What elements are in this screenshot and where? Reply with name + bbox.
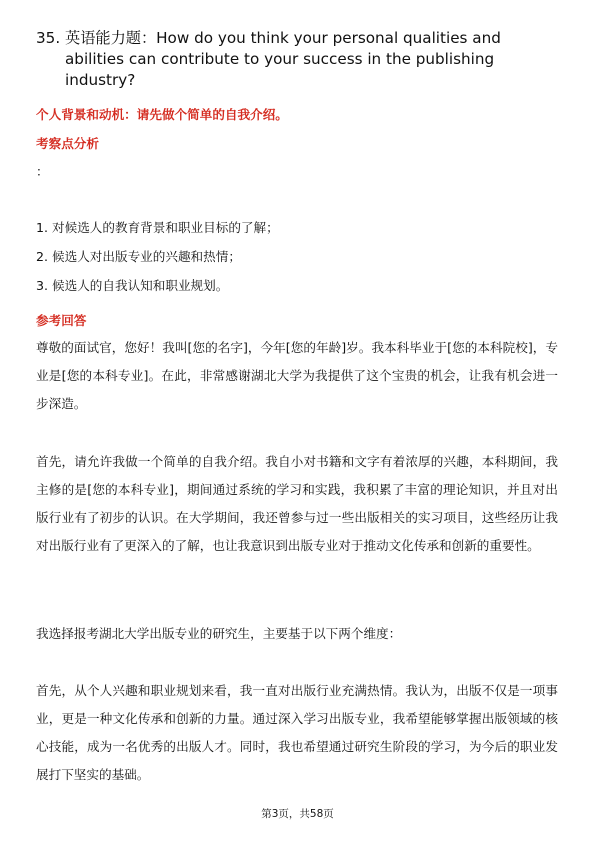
analysis-heading: 考察点分析	[36, 136, 99, 151]
analysis-item-1: 1. 对候选人的教育背景和职业目标的了解；	[36, 220, 279, 235]
question-text: 英语能力题：How do you think your personal qualities and abilities can contribute to your success in the publishing industry?	[65, 29, 501, 89]
question-block	[36, 28, 556, 91]
analysis-item-3: 3. 候选人的自我认知和职业规划。	[36, 278, 229, 293]
answer-paragraph-2: 首先，请允许我做一个简单的自我介绍。我自小对书籍和文字有着浓厚的兴趣，本科期间，我主修的是[您的本科专业]，期间通过系统的学习和实践，我积累了丰富的理论知识，并且对出版行业有了初步的认识。在大学期间，我还曾参与过一些出版相关的实习项目，这些经历让我对出版行业有了更深入的了解，也让我意识到出版专业对于推动文化传承和创新的重要性。	[36, 454, 558, 553]
section-title: 个人背景和动机：请先做个简单的自我介绍。	[36, 107, 288, 122]
answer-paragraph-3: 我选择报考湖北大学出版专业的研究生，主要基于以下两个维度：	[36, 626, 402, 641]
page-number: 第3页，共58页	[261, 808, 334, 820]
analysis-item-2: 2. 候选人对出版专业的兴趣和热情；	[36, 249, 241, 264]
question-number: 35.	[36, 29, 61, 47]
answer-heading: 参考回答	[36, 313, 87, 328]
analysis-colon: ：	[36, 164, 49, 179]
answer-paragraph-4: 首先，从个人兴趣和职业规划来看，我一直对出版行业充满热情。我认为，出版不仅是一项事业，更是一种文化传承和创新的力量。通过深入学习出版专业，我希望能够掌握出版领域的核心技能，成为一名优秀的出版人才。同时，我也希望通过研究生阶段的学习，为今后的职业发展打下坚实的基础。	[36, 683, 558, 782]
answer-paragraph-1: 尊敬的面试官，您好！我叫[您的名字]，今年[您的年龄]岁。我本科毕业于[您的本科院校]，专业是[您的本科专业]。在此，非常感谢湖北大学为我提供了这个宝贵的机会，让我有机会进一步深造。	[36, 340, 558, 411]
